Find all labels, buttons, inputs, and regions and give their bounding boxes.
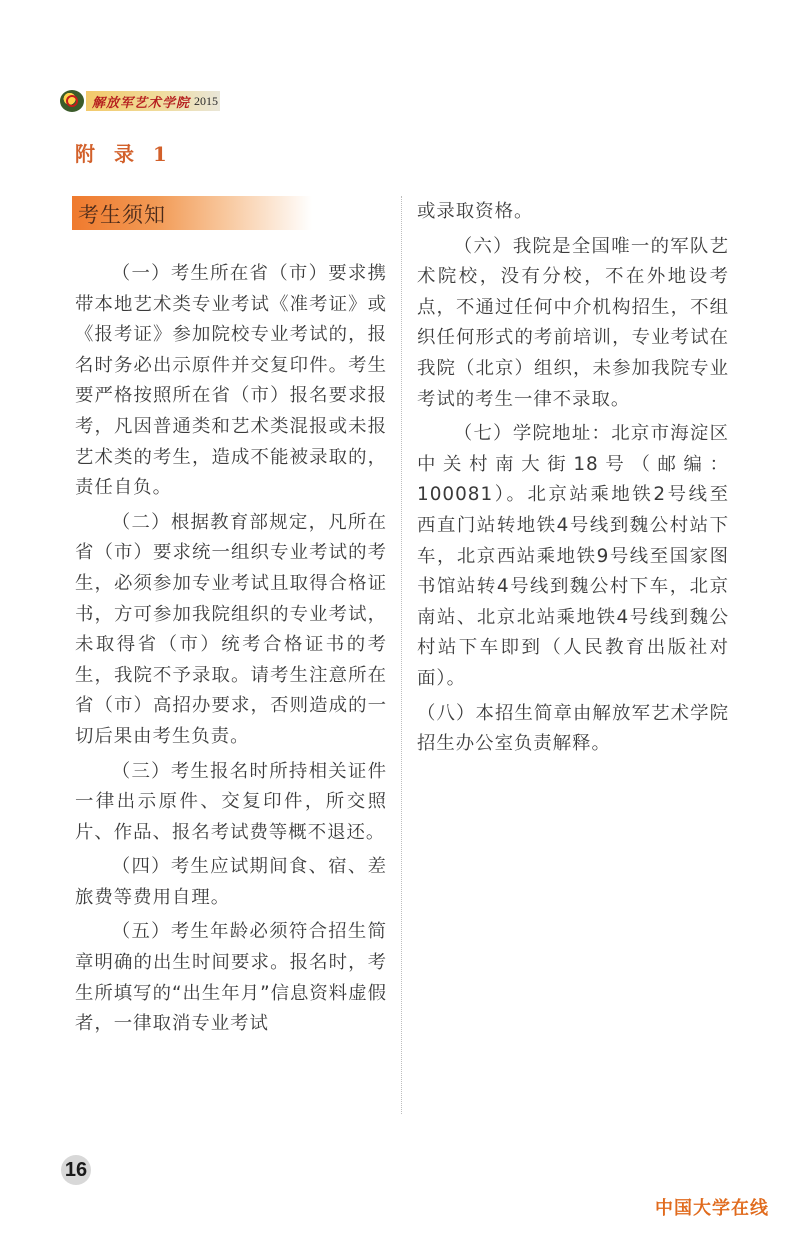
paragraph-5: （五）考生年龄必须符合招生简章明确的出生时间要求。报名时，考生所填写的“出生年月”信息资料虚假者，一律取消专业考试 <box>75 921 387 1035</box>
paragraph-2: （二）根据教育部规定，凡所在省（市）要求统一组织专业考试的考生，必须参加专业考试且取得合格证书，方可参加我院组织的专业考试，未取得省（市）统考合格证书的考生，我院不予录取。请考生注意所在省（市）高招办要求，否则造成的一切后果由考生负责。 <box>75 511 387 747</box>
header-title: 解放军艺术学院 <box>92 95 191 111</box>
column-divider <box>401 196 402 1114</box>
site-watermark: 中国大学在线 <box>655 1198 769 1219</box>
paragraph-3: （三）考生报名时所持相关证件一律出示原件、交复印件，所交照片、作品、报名考试费等概不退还。 <box>75 760 387 843</box>
paragraph-4: （四）考生应试期间食、宿、差旅费等费用自理。 <box>75 856 387 908</box>
paragraph-1: （一）考生所在省（市）要求携带本地艺术类专业考试《准考证》或《报考证》参加院校专业考试的，报名时务必出示原件并交复印件。考生要严格按照所在省（市）报名要求报考，凡因普通类和艺术类混报或未报艺术类的考生，造成不能被录取的，责任自负。 <box>75 263 387 499</box>
paragraph-5-continuation: 或录取资格。 <box>417 201 534 222</box>
paragraph-8: （八）本招生简章由解放军艺术学院招生办公室负责解释。 <box>417 702 729 755</box>
appendix-label: 附 录 1 <box>75 142 173 166</box>
header-year: 2015 <box>194 93 219 108</box>
left-column <box>75 259 387 1044</box>
right-column <box>417 197 729 764</box>
page-number: 16 <box>61 1155 91 1185</box>
header-band <box>86 91 220 111</box>
paragraph-7: （七）学院地址：北京市海淀区中关村南大街18号（邮编：100081）。北京站乘地铁2号线至西直门站转地铁4号线到魏公村站下车，北京西站乘地铁9号线至国家图书馆站转4号线到魏公村下车，北京南站、北京北站乘地铁4号线到魏公村站下车即到（人民教育出版社对面）。 <box>417 423 729 689</box>
page-header <box>60 90 220 112</box>
paragraph-6: （六）我院是全国唯一的军队艺术院校，没有分校，不在外地设考点，不通过任何中介机构招生，不组织任何形式的考前培训，专业考试在我院（北京）组织，未参加我院专业考试的考生一律不录取。 <box>417 235 729 410</box>
section-banner <box>72 196 312 230</box>
section-title: 考生须知 <box>78 203 166 227</box>
academy-emblem-icon <box>60 90 84 112</box>
